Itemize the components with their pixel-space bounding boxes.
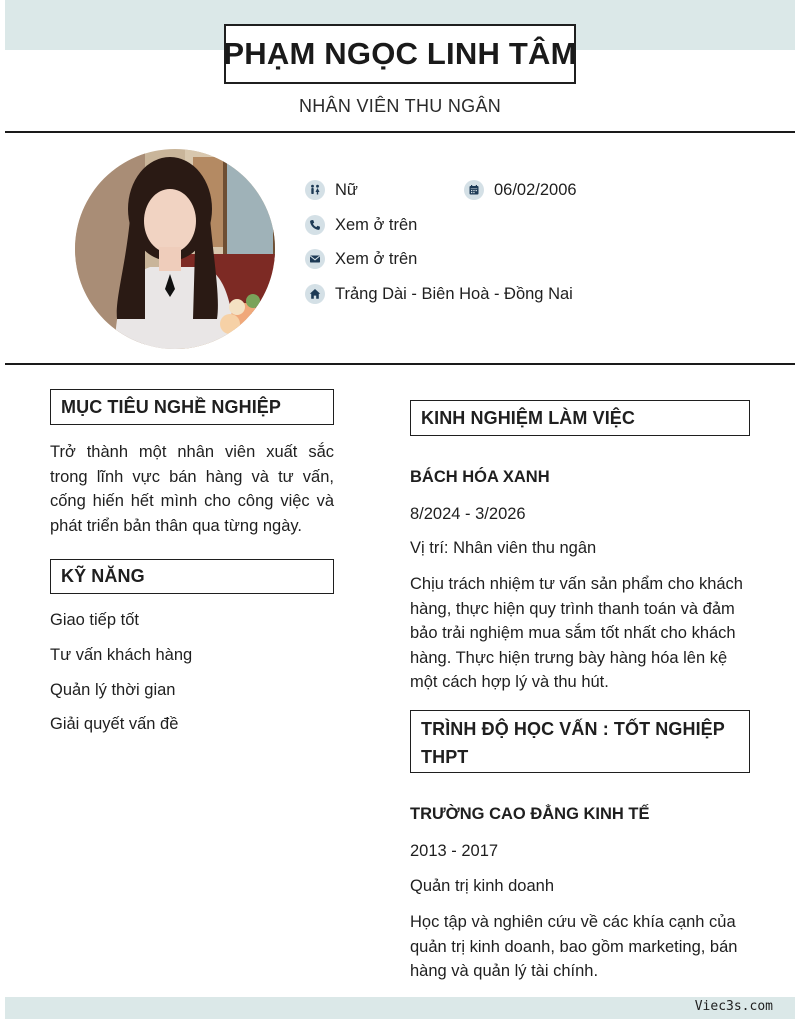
education-major: Quản trị kinh doanh <box>410 877 555 895</box>
divider-middle <box>5 363 795 365</box>
email-icon <box>305 249 325 269</box>
watermark[interactable]: Viec3s.com <box>694 999 773 1014</box>
experience-company: BÁCH HÓA XANH <box>410 468 550 486</box>
phone-row <box>305 215 417 235</box>
name-box <box>224 24 576 84</box>
skill-item: Giải quyết vấn đề <box>50 715 179 733</box>
gender-value: Nữ <box>335 180 358 199</box>
footer-band <box>5 997 795 1019</box>
avatar-photo <box>75 149 275 349</box>
avatar <box>75 149 275 349</box>
experience-position: Vị trí: Nhân viên thu ngân <box>410 539 597 557</box>
experience-heading-box <box>410 400 750 436</box>
objective-title: MỤC TIÊU NGHỀ NGHIỆP <box>61 396 282 417</box>
gender-row <box>305 180 358 200</box>
education-period: 2013 - 2017 <box>410 842 499 860</box>
experience-description: Chịu trách nhiệm tư vấn sản phẩm cho khách hàng, thực hiện quy trình thanh toán và đảm bảo trải nghiệm mua sắm tốt nhất cho khách hàng. Thực hiện trưng bày hàng hóa lên kệ một cách hợp lý và thu hút. <box>410 575 743 692</box>
skill-item: Quản lý thời gian <box>50 681 176 699</box>
objective-text: Trở thành một nhân viên xuất sắc trong lĩnh vực bán hàng và tư vấn, cống hiến hết mình cho công việc và phát triển bản thân qua từng ngày. <box>50 443 334 535</box>
home-icon <box>305 284 325 304</box>
education-title: TRÌNH ĐỘ HỌC VẤN : TỐT NGHIỆP THPT <box>421 719 725 767</box>
job-title: NHÂN VIÊN THU NGÂN <box>298 96 502 116</box>
phone-icon <box>305 215 325 235</box>
birthdate-row <box>464 180 577 200</box>
experience-period: 8/2024 - 3/2026 <box>410 505 526 523</box>
skill-item: Tư vấn khách hàng <box>50 646 193 664</box>
education-description: Học tập và nghiên cứu về các khía cạnh của quản trị kinh doanh, bao gồm marketing, bán hàng và quản lý tài chính. <box>410 913 738 981</box>
skill-item: Giao tiếp tốt <box>50 611 139 629</box>
candidate-name: PHẠM NGỌC LINH TÂM <box>223 36 577 71</box>
birthdate-value: 06/02/2006 <box>494 180 577 199</box>
divider-top <box>5 131 795 133</box>
education-school: TRƯỜNG CAO ĐẲNG KINH TẾ <box>410 805 650 823</box>
objective-heading-box <box>50 389 334 425</box>
phone-value: Xem ở trên <box>335 215 418 234</box>
education-heading-box <box>410 710 750 773</box>
email-value: Xem ở trên <box>335 249 418 268</box>
skills-title: KỸ NĂNG <box>61 566 145 586</box>
skills-heading-box <box>50 559 334 594</box>
gender-icon <box>305 180 325 200</box>
calendar-icon <box>464 180 484 200</box>
experience-title: KINH NGHIỆM LÀM VIỆC <box>421 407 636 428</box>
address-row <box>305 284 573 304</box>
address-value: Trảng Dài - Biên Hoà - Đồng Nai <box>335 284 573 303</box>
email-row <box>305 249 417 269</box>
